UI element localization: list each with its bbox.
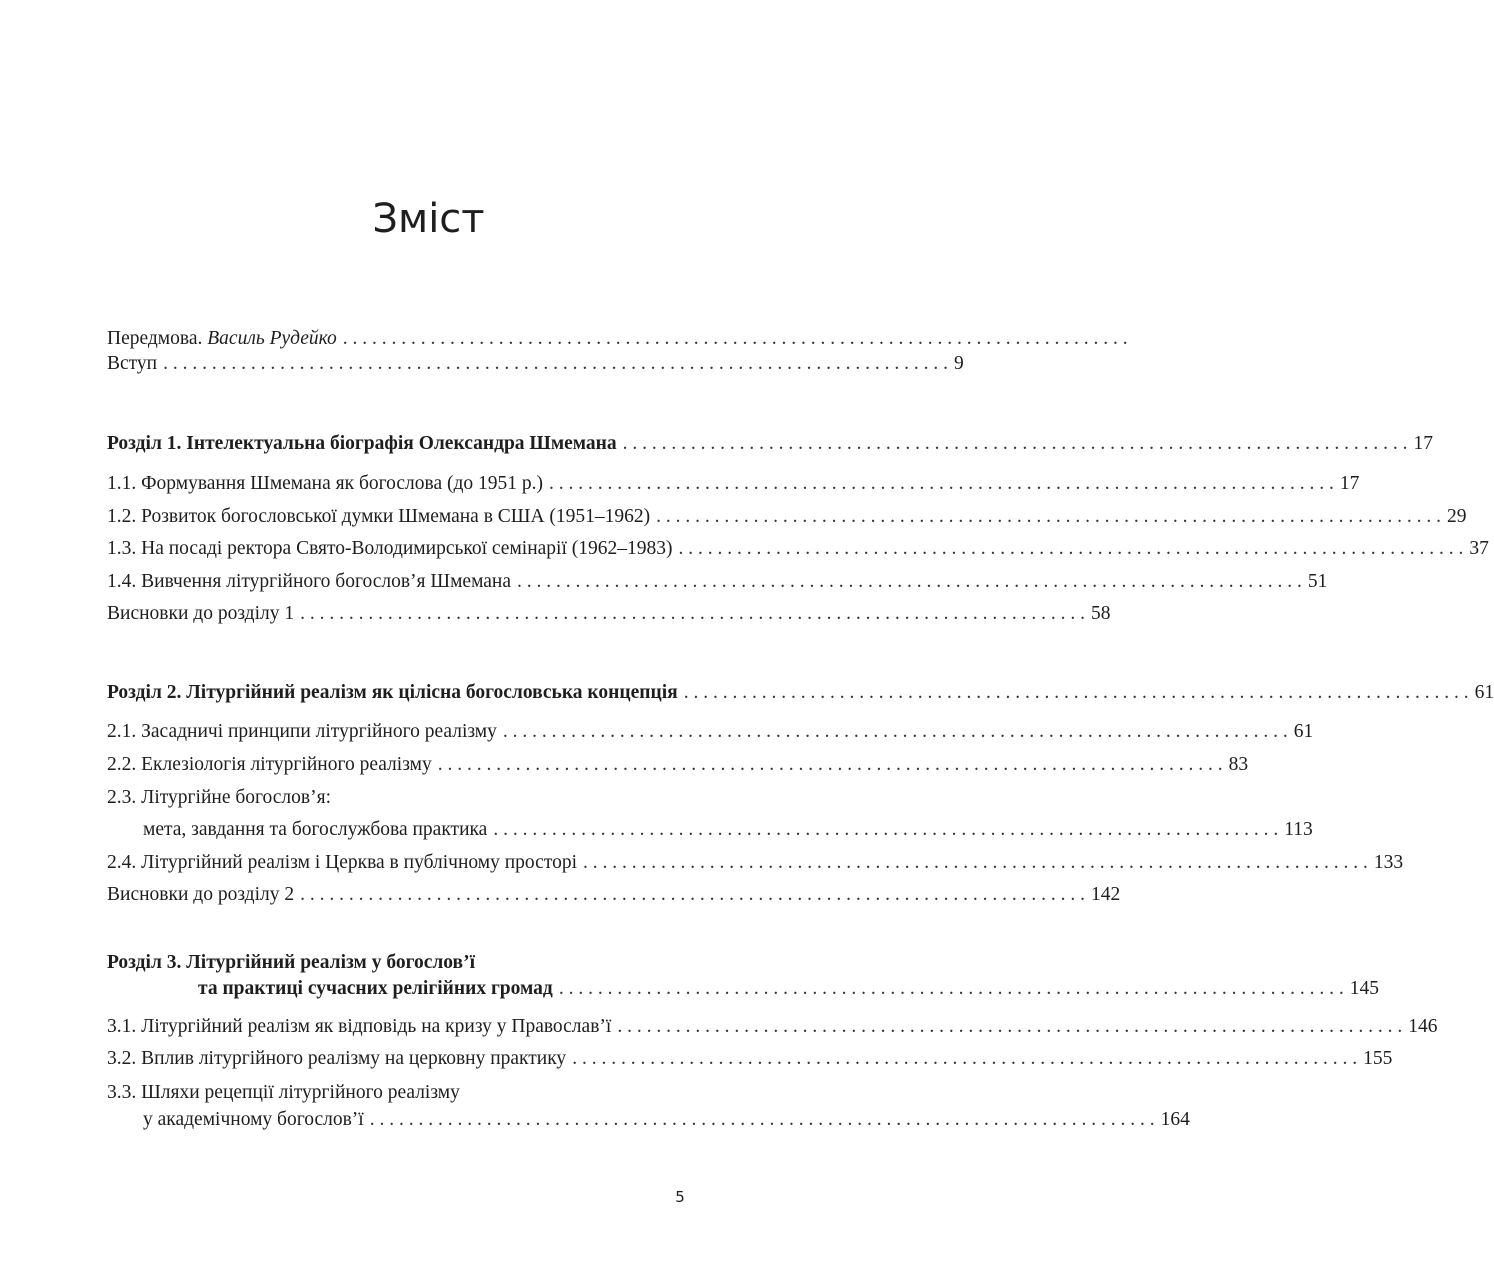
toc-entry-label[interactable]: 2.3. Літургійне богослов’я: [107,787,331,808]
toc-entry-page: 51 [1307,571,1328,592]
dot-leader [294,602,1091,626]
page-title: Зміст [372,196,485,242]
dot-leader [577,851,1374,875]
toc-entry-page: 9 [954,353,964,374]
toc-entry-page: 37 [1469,538,1489,559]
toc-entry-label: 2.1. Засадничі принципи літургійного реалізму [107,721,497,742]
toc-chapter-title: Розділ 2. Літургійний реалізм як цілісна богословська концепція [107,682,678,703]
toc-entry[interactable] [107,505,1467,529]
page-number: 5 [675,1188,685,1206]
toc-chapter-3-heading-cont[interactable] [198,977,1379,1001]
toc-entry-label: 3.2. Вплив літургійного реалізму на церковну практику [107,1048,567,1069]
toc-entry[interactable] [107,570,1328,594]
toc-entry-page: 142 [1091,884,1121,905]
dot-leader [617,432,1414,456]
toc-chapter-1-heading[interactable] [107,432,1434,456]
toc-entry[interactable] [107,753,1249,777]
toc-entry-author: Василь Рудейко [207,328,337,349]
dot-leader [566,1047,1363,1071]
toc-chapter-title: Розділ 1. Інтелектуальна біографія Олександра Шмемана [107,433,617,454]
toc-entry-page: 164 [1160,1109,1190,1130]
dot-leader [650,505,1447,529]
dot-leader [487,818,1284,842]
toc-entry-label: 1.3. На посаді ректора Свято-Володимирської семінарії (1962–1983) [107,538,673,559]
toc-chapter-page: 145 [1349,978,1379,999]
toc-entry-label: 2.4. Літургійний реалізм і Церква в публічному просторі [107,852,577,873]
toc-entry-label: Висновки до розділу 2 [107,884,295,905]
toc-chapter-3-heading[interactable]: Розділ 3. Літургійний реалізм у богослов’ї [107,952,475,973]
dot-leader [364,1108,1161,1132]
dot-leader [294,883,1091,907]
toc-entry[interactable] [107,1015,1438,1039]
toc-entry[interactable] [107,720,1314,744]
dot-leader [157,352,954,376]
toc-chapter-2-heading[interactable] [107,681,1494,705]
dot-leader [611,1015,1408,1039]
toc-entry-label: 2.2. Еклезіологія літургійного реалізму [107,754,432,775]
toc-entry-label: Висновки до розділу 1 [107,603,295,624]
toc-entry-label-cont: у академічному богослов’ї [143,1109,364,1130]
toc-entry-label: Передмова. [107,328,208,349]
dot-leader [432,753,1229,777]
toc-entry-continuation[interactable] [143,818,1313,842]
toc-entry-page: 83 [1228,754,1249,775]
toc-entry-page: 17 [1339,473,1360,494]
toc-entry-foreword[interactable] [107,327,753,351]
toc-entry-page: 133 [1373,852,1404,873]
dot-leader [543,472,1340,496]
toc-entry-label[interactable]: 3.3. Шляхи рецепції літургійного реалізму [107,1082,460,1103]
toc-entry-page: 29 [1447,506,1467,527]
toc-entry-page: 58 [1091,603,1111,624]
toc-entry-page: 155 [1363,1048,1393,1069]
toc-entry-label: Вступ [107,353,158,374]
toc-entry[interactable] [107,602,1111,626]
toc-entry[interactable] [107,883,1121,907]
toc-entry[interactable] [107,851,1404,875]
toc-entry[interactable] [107,537,1489,561]
toc-chapter-title-cont: та практиці сучасних релігійних громад [198,978,553,999]
toc-entry-label: 3.1. Літургійний реалізм як відповідь на кризу у Православ’ї [107,1016,612,1037]
toc-entry-introduction[interactable] [107,352,964,376]
toc-entry-continuation[interactable] [143,1108,1190,1132]
dot-leader [673,537,1470,561]
toc-entry-label: 1.4. Вивчення літургійного богослов’я Шмемана [107,571,512,592]
toc-entry-label: 1.1. Формування Шмемана як богослова (до 1951 р.) [107,473,544,494]
toc-entry-label: 1.2. Розвиток богословської думки Шмемана в США (1951–1962) [107,506,651,527]
dot-leader [337,327,1134,351]
dot-leader [511,570,1308,594]
toc-entry-label-cont: мета, завдання та богослужбова практика [143,819,488,840]
dot-leader [497,720,1294,744]
toc-entry-page: 146 [1408,1016,1438,1037]
toc-chapter-page: 17 [1413,433,1434,454]
toc-entry-page: 61 [1293,721,1314,742]
dot-leader [553,977,1350,1001]
toc-entry[interactable] [107,472,1360,496]
toc-entry[interactable] [107,1047,1393,1071]
dot-leader [678,681,1475,705]
toc-chapter-page: 61 [1474,682,1494,703]
toc-entry-page: 113 [1284,819,1313,840]
